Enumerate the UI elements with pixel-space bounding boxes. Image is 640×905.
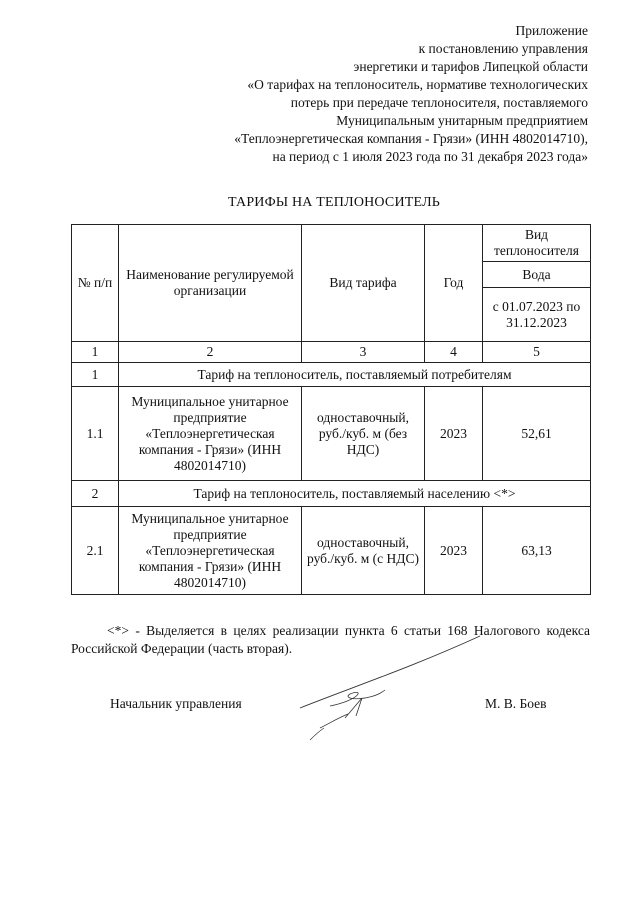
- header-num: № п/п: [72, 225, 119, 342]
- row-tariff-type: одноставочный, руб./куб. м (с НДС): [302, 507, 425, 595]
- header-org: Наименование регулируемой организации: [119, 225, 302, 342]
- header-carrier-type: Вид теплоносителя: [483, 225, 591, 262]
- header-line: потерь при передаче теплоносителя, поставляемого: [290, 95, 588, 110]
- header-carrier: Вода: [483, 262, 591, 288]
- col-number: 3: [302, 342, 425, 363]
- handwritten-signature: [290, 628, 490, 748]
- section-title: Тариф на теплоноситель, поставляемый населению <*>: [119, 481, 591, 507]
- header-line: энергетики и тарифов Липецкой области: [353, 59, 588, 74]
- row-org: Муниципальное унитарное предприятие «Теплоэнергетическая компания - Грязи» (ИНН 4802014710): [119, 387, 302, 481]
- header-line: к постановлению управления: [418, 41, 588, 56]
- tariff-table: [71, 224, 591, 595]
- row-year: 2023: [425, 387, 483, 481]
- col-number: 2: [119, 342, 302, 363]
- section-num: 1: [72, 363, 119, 387]
- section-num: 2: [72, 481, 119, 507]
- document-title: ТАРИФЫ НА ТЕПЛОНОСИТЕЛЬ: [227, 195, 441, 210]
- col-number: 1: [72, 342, 119, 363]
- header-line: Приложение: [515, 23, 588, 38]
- row-value: 63,13: [483, 507, 591, 595]
- row-num: 1.1: [72, 387, 119, 481]
- header-period: с 01.07.2023 по 31.12.2023: [483, 288, 591, 342]
- row-value: 52,61: [483, 387, 591, 481]
- col-number: 5: [483, 342, 591, 363]
- signatory-name: М. В. Боев: [485, 696, 547, 711]
- header-line: Муниципальным унитарным предприятием: [336, 113, 588, 128]
- col-number: 4: [425, 342, 483, 363]
- appendix-header: [128, 22, 588, 166]
- header-tariff-type: Вид тарифа: [302, 225, 425, 342]
- row-tariff-type: одноставочный, руб./куб. м (без НДС): [302, 387, 425, 481]
- header-line: «Теплоэнергетическая компания - Грязи» (ИНН 4802014710),: [234, 131, 588, 146]
- header-line: на период с 1 июля 2023 года по 31 декабря 2023 года»: [272, 149, 588, 164]
- header-year: Год: [425, 225, 483, 342]
- header-line: «О тарифах на теплоноситель, нормативе технологических: [247, 77, 588, 92]
- footnote: <*> - Выделяется в целях реализации пункта 6 статьи 168 Налогового кодекса Российской Федерации (часть вторая).: [71, 623, 590, 656]
- section-title: Тариф на теплоноситель, поставляемый потребителям: [119, 363, 591, 387]
- signatory-role: Начальник управления: [110, 696, 242, 711]
- row-num: 2.1: [72, 507, 119, 595]
- row-year: 2023: [425, 507, 483, 595]
- row-org: Муниципальное унитарное предприятие «Теплоэнергетическая компания - Грязи» (ИНН 4802014710): [119, 507, 302, 595]
